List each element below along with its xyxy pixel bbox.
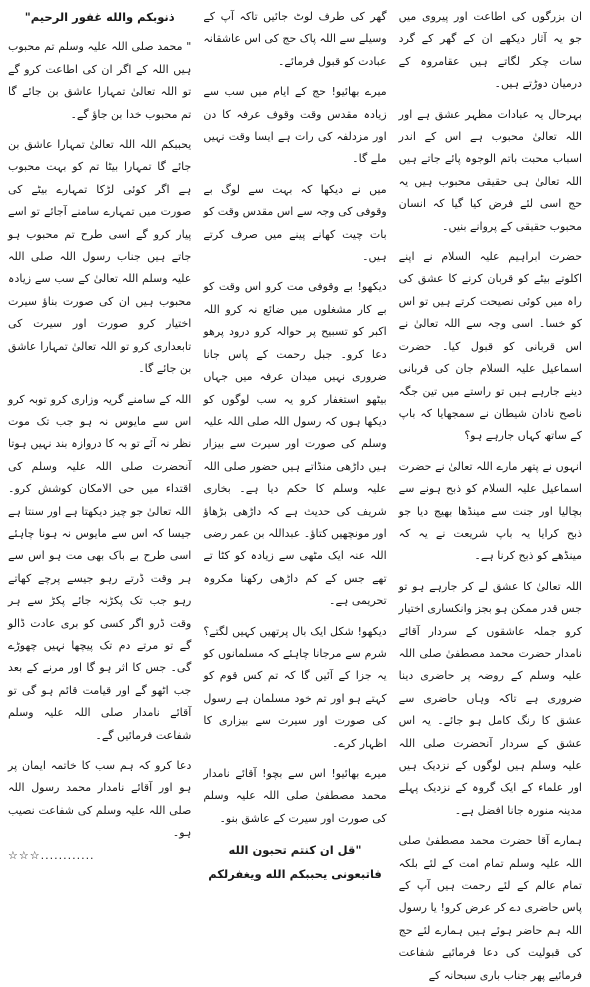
quran-verse-line-2: فاتبعونی یحببکم الله ویغفرلکم (208, 867, 382, 882)
paragraph: بہرحال یہ عبادات مظہر عشق ہے اور اللہ تعالیٰ محبوب ہے اس کے اندر اسباب محبت باتم الوجوہ پائے جاتے ہیں اللہ تعالیٰ ہی حقیقی محبوب ہیں یہ حج اسی لئے فرض کیا گیا کہ انسان محبوب حقیقی کے پروانے بنیں۔ (398, 107, 582, 233)
paragraph: گھر کی طرف لوٹ جائیں تاکہ آپ کے وسیلے سے اللہ پاک حج کی اس عاشقانہ عبادت کو قبول فرمائے۔ (203, 10, 387, 68)
paragraph: میرے بھائیو! حج کے ایام میں سب سے زیادہ مقدس وقت وقوف عرفہ کا دن اور مزدلفہ کی رات ہے ایسا وقت نہیں ملے گا۔ (203, 85, 387, 166)
end-stars-ornament: ☆☆☆............ (8, 848, 95, 862)
paragraph: انہوں نے پتھر مارے اللہ تعالیٰ نے حضرت اسماعیل علیہ السلام کو ذبح ہونے سے بچالیا اور جنت سے مینڈھا بھیج دیا جو ذبح کرایا یہ باپ شریعت نے یہ کہ مینڈھے کو ذبح کرنا ہے۔ (398, 459, 582, 563)
column-right (399, 6, 582, 987)
column-heading: ذنوبکم والله غفور الرحیم" (24, 10, 175, 24)
column-left (8, 6, 191, 987)
paragraph: میں نے دیکھا کہ بہت سے لوگ بے وقوفی کی وجہ سے اس مقدس وقت کو بات چیت کھانے پینے میں صرف کرتے ہیں۔ (203, 182, 387, 264)
paragraph: اللہ تعالیٰ کا عشق لے کر جارہے ہو تو جس قدر ممکن ہو بجز وانکساری اختیار کرو جملہ عاشقوں کے سردار آقائے نامدار حضرت محمد مصطفیٰ صلی اللہ علیہ وسلم کے روضہ پر حاضری دینا ضروری ہے تاکہ وہاں حاضری سے عشق کا رنگ کامل ہو جائے۔ یہ اس عشق کے سردار آنحضرت صلی اللہ علیہ وسلم ہیں لوگوں کے نزدیک ہیں اور علماء کے ایک گروہ کے نزدیک پہلے مدینہ منورہ جانا افضل ہے۔ (398, 579, 582, 817)
paragraph: دیکھو! شکل ایک بال پرتھیں کہیں لگتے؟ شرم سے مرجانا چاہئے کہ مسلمانوں کو یہ جزا کے آئیں گا کہ تم کس قوم کو کہتے ہو اور تم خود مسلمان ہے رسول کی صورت اور سیرت سے بیزاری کا اظہار کرے۔ (203, 624, 387, 750)
paragraph: میرے بھائیو! اس سے بچو! آقائے نامدار محمد مصطفیٰ صلی اللہ علیہ وسلم کی صورت اور سیرت کے عاشق بنو۔ (203, 767, 387, 825)
paragraph: دعا کرو کہ ہم سب کا خاتمہ ایمان پر ہو اور آقائے نامدار محمد رسول اللہ صلی اللہ علیہ وسلم کی شفاعت نصیب ہو۔ (8, 759, 192, 840)
paragraph: دیکھو! بے وقوفی مت کرو اس وقت کو بے کار مشغلوں میں ضائع نہ کرو اللہ اکبر کو تسبیح پر حوالہ کرو درود پرھو دعا کرو۔ جبل رحمت کے پاس جانا ضروری نہیں میدان عرفہ میں جہاں بیٹھو استغفار کرو یہ سب لوگوں کو دیکھا ہوں کہ رسول اللہ صلی اللہ علیہ وسلم کی صورت اور سیرت سے بیزار ہیں داڑھی منڈاتے ہیں حضور صلی اللہ علیہ وسلم کا حکم دیا ہے۔ بخاری شریف کی حدیث ہے کہ داڑھی بڑھاؤ اور مونچھیں کتاؤ۔ عبداللہ بن عمر رضی اللہ عنہ ایک مٹھی سے زیادہ کو کٹا تے تھے جس کے کم داڑھی رکھنا مکروہ تحریمی ہے۔ (203, 280, 387, 608)
paragraph: " محمد صلی اللہ علیہ وسلم تم محبوب ہیں اللہ کے اگر ان کی اطاعت کرو گے تو اللہ تعالیٰ تمہارا عاشق بن جائے گا تم محبوب خدا بن جاؤ گے۔ (8, 40, 192, 121)
paragraph: ان بزرگوں کی اطاعت اور پیروی میں جو یہ آثار دیکھے ان کے گھر کے گرد سات چکر لگاتے ہیں عقامروہ کے درمیان دوڑتے ہیں۔ (398, 10, 582, 91)
text-columns (8, 6, 582, 982)
paragraph: یحببکم اللہ اللہ تعالیٰ تمہارا عاشق بن جائے گا تمہارا بیٹا تم کو بہت محبوب ہے اگر کوئی لڑکا تمہارے بیٹے کی صورت میں تمہارے سامنے آجائے تو اسے پیار کرو گے اسی طرح تم محبوب ہو جاتے ہیں جناب رسول اللہ صلی اللہ علیہ وسلم اللہ تعالیٰ کے سب سے زیادہ محبوب ہیں ان کی صورت بناؤ سیرت اختیار کرو صورت اور سیرت کی تابعداری کرو تو اللہ تعالیٰ تمہارا عاشق بن جائے گا۔ (8, 138, 192, 376)
quran-verse-line-1: "قل ان کنتم تحبون الله (228, 843, 362, 858)
column-middle (203, 6, 386, 987)
paragraph: ہمارے آقا حضرت محمد مصطفیٰ صلی اللہ علیہ وسلم تمام امت کے لئے بلکہ تمام عالم کے لئے رحمت ہیں آپ کے پاس حاضری دے کر عرض کرو! یا رسول اللہ ہم حاضر ہوئے ہیں ہمارے لئے حج کی قبولیت کی دعا فرمائیے شفاعت فرمائیے پھر جناب باری سبحانہ کے (398, 834, 582, 982)
paragraph: حضرت ابراہیم علیہ السلام نے اپنے اکلوتے بیٹے کو قربان کرنے کا عشق کی راہ میں کوئی نصیحت کرتے ہیں تو اس کو خسا۔ اسی وجہ سے اللہ تعالیٰ نے اس قربانی کو قبول کیا۔ حضرت اسماعیل علیہ السلام جان کی قربانی دینے جارہے ہیں تو راستے میں تین جگہ ناصح نادان شیطان نے سمجھایا کہ باپ کے ساتھ کہاں جارہے ہو؟ (398, 250, 582, 443)
paragraph: اللہ کے سامنے گریہ وزاری کرو توبہ کرو اس سے مایوس نہ ہو جب تک موت نظر نہ آئے تو بہ کا دروازہ بند نہیں ہوتا آنحضرت صلی اللہ علیہ وسلم کی اقتداء میں حی الامکان کوشش کرو۔ اللہ تعالیٰ جو چیز دیکھتا ہے اور سنتا ہے جیسا کہ اس سے مایوس نہ ہونا چاہئے اسی طرح بے باک بھی مت ہو اس سے ہر وقت ڈرتے رہو جیسے پرچے کھاتے رہو جب تک پکڑنہ جائے پکڑ سے ہر وقت ڈرو اگر کسی کو بری عادت ڈالو گے تو مرتے دم تک پیچھا نہیں چھوڑے گی۔ جس کا اثر ہو گا اور مرنے کے بعد جب اٹھو گے اور قیامت قائم ہو گی تو آقائے نامدار صلی اللہ علیہ وسلم شفاعت فرمائیں گے۔ (8, 392, 192, 742)
